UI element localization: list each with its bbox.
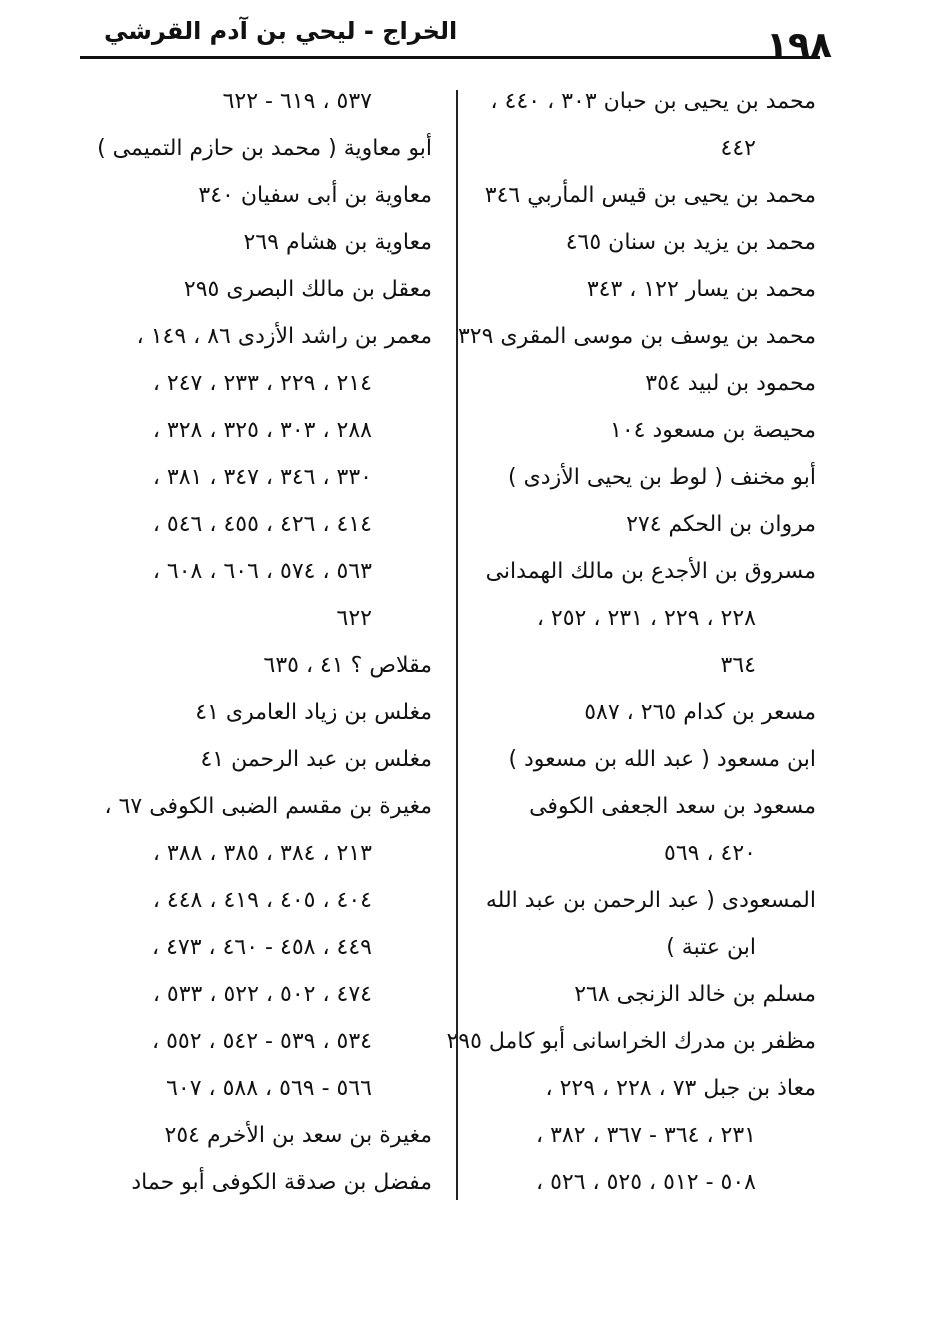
index-line: ٤٢٠ ، ٥٦٩ — [664, 841, 756, 866]
index-line: معاوية بن أبى سفيان ٣٤٠ — [198, 183, 432, 208]
index-line: ٣٣٠ ، ٣٤٦ ، ٣٤٧ ، ٣٨١ ، — [152, 465, 372, 490]
index-line: مسلم بن خالد الزنجى ٢٦٨ — [574, 982, 816, 1007]
index-line: مغلس بن زياد العامرى ٤١ — [195, 700, 432, 725]
index-line: ٥٣٧ ، ٦١٩ - ٦٢٢ — [222, 89, 372, 114]
index-line: ابن عتبة ) — [666, 935, 756, 960]
index-line: ٣٦٤ — [720, 653, 756, 678]
index-line: محمد بن يحيى بن حبان ٣٠٣ ، ٤٤٠ ، — [490, 89, 816, 114]
index-line: محمود بن لبيد ٣٥٤ — [645, 371, 816, 396]
index-line: ٤٤٩ ، ٤٥٨ - ٤٦٠ ، ٤٧٣ ، — [151, 935, 372, 960]
column-divider — [456, 90, 458, 1200]
index-line: ٤٤٢ — [720, 136, 756, 161]
index-line: ٥٠٨ - ٥١٢ ، ٥٢٥ ، ٥٢٦ ، — [535, 1170, 756, 1195]
index-column-right — [446, 78, 816, 1206]
header-rule — [80, 56, 820, 59]
index-line: معقل بن مالك البصرى ٢٩٥ — [183, 277, 432, 302]
index-line: معاوية بن هشام ٢٦٩ — [243, 230, 432, 255]
index-line: المسعودى ( عبد الرحمن بن عبد الله — [485, 888, 816, 913]
page-number: ١٩٨ — [766, 25, 832, 66]
index-line: ابن مسعود ( عبد الله بن مسعود ) — [508, 747, 816, 772]
index-line: ٥٦٣ ، ٥٧٤ ، ٦٠٦ ، ٦٠٨ ، — [152, 559, 372, 584]
index-line: محمد بن يزيد بن سنان ٤٦٥ — [565, 230, 816, 255]
index-line: مسعر بن كدام ٢٦٥ ، ٥٨٧ — [584, 700, 816, 725]
index-line: محيصة بن مسعود ١٠٤ — [610, 418, 816, 443]
index-line: مفضل بن صدقة الكوفى أبو حماد — [131, 1170, 432, 1195]
index-line: محمد بن يسار ١٢٢ ، ٣٤٣ — [586, 277, 816, 302]
index-line: أبو مخنف ( لوط بن يحيى الأزدى ) — [508, 465, 816, 490]
index-line: مغلس بن عبد الرحمن ٤١ — [200, 747, 432, 772]
index-line: ٤٠٤ ، ٤٠٥ ، ٤١٩ ، ٤٤٨ ، — [152, 888, 372, 913]
index-line: محمد بن يوسف بن موسى المقرى ٣٢٩ — [457, 324, 816, 349]
running-title: الخراج - ليحي بن آدم القرشي — [104, 17, 458, 45]
index-column-left — [97, 78, 432, 1206]
index-line: مقلاص ؟ ٤١ ، ٦٣٥ — [263, 653, 432, 678]
index-line: مظفر بن مدرك الخراسانى أبو كامل ٢٩٥ — [446, 1029, 816, 1054]
index-line: ٤١٤ ، ٤٢٦ ، ٤٥٥ ، ٥٤٦ ، — [152, 512, 372, 537]
index-line: ٢٨٨ ، ٣٠٣ ، ٣٢٥ ، ٣٢٨ ، — [152, 418, 372, 443]
index-line: مسروق بن الأجدع بن مالك الهمدانى — [485, 559, 816, 584]
index-line: ٦٢٢ — [336, 606, 372, 631]
index-line: ٢٢٨ ، ٢٢٩ ، ٢٣١ ، ٢٥٢ ، — [536, 606, 756, 631]
page-header — [80, 10, 832, 66]
index-line: مغيرة بن سعد بن الأخرم ٢٥٤ — [164, 1123, 432, 1148]
index-line: مروان بن الحكم ٢٧٤ — [626, 512, 816, 537]
index-line: ٥٣٤ ، ٥٣٩ - ٥٤٢ ، ٥٥٢ ، — [151, 1029, 372, 1054]
index-line: مسعود بن سعد الجعفى الكوفى — [529, 794, 816, 819]
index-line: ٥٦٦ - ٥٦٩ ، ٥٨٨ ، ٦٠٧ — [166, 1076, 372, 1101]
index-line: ٤٧٤ ، ٥٠٢ ، ٥٢٢ ، ٥٣٣ ، — [152, 982, 372, 1007]
index-line: ٢١٣ ، ٣٨٤ ، ٣٨٥ ، ٣٨٨ ، — [152, 841, 372, 866]
index-line: معمر بن راشد الأزدى ٨٦ ، ١٤٩ ، — [136, 324, 432, 349]
index-line: مغيرة بن مقسم الضبى الكوفى ٦٧ ، — [104, 794, 432, 819]
index-line: أبو معاوية ( محمد بن حازم التميمى ) — [97, 136, 432, 161]
index-line: محمد بن يحيى بن قيس المأربي ٣٤٦ — [484, 183, 816, 208]
index-line: ٢١٤ ، ٢٢٩ ، ٢٣٣ ، ٢٤٧ ، — [152, 371, 372, 396]
index-line: ٢٣١ ، ٣٦٤ - ٣٦٧ ، ٣٨٢ ، — [535, 1123, 756, 1148]
index-line: معاذ بن جبل ٧٣ ، ٢٢٨ ، ٢٢٩ ، — [545, 1076, 816, 1101]
